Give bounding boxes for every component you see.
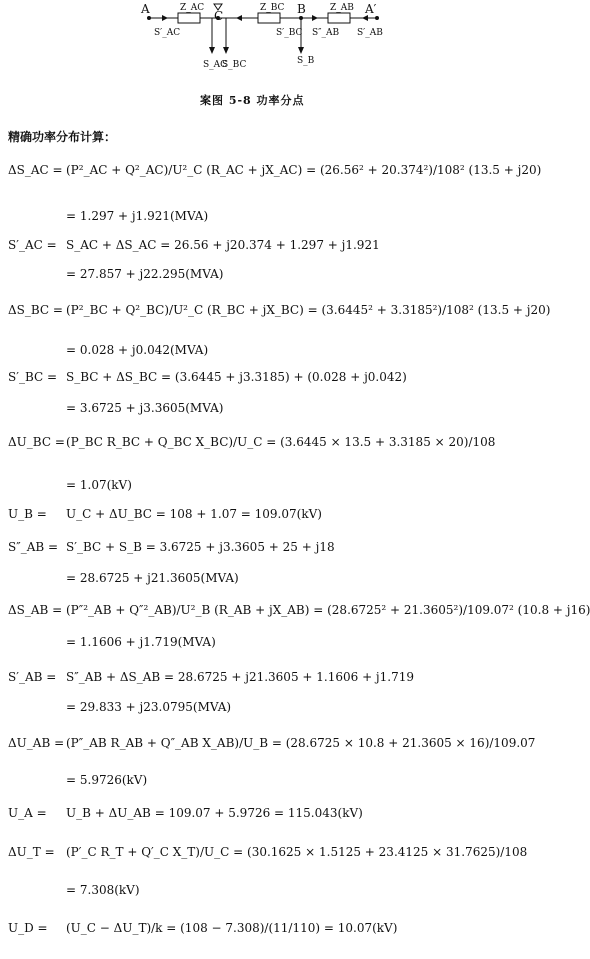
equation-lhs: ΔU_AB = — [8, 736, 65, 750]
section-heading: 精确功率分布计算： — [8, 130, 117, 144]
equation-result: = 27.857 + j22.295(MVA) — [66, 267, 224, 281]
equation-formula: (P″_AB R_AB + Q″_AB X_AB)/U_B = (28.6725 × 10.8 + 21.3605 × 16)/109.07 — [66, 736, 536, 750]
equation-lhs: S′_AB = — [8, 670, 57, 684]
z-bc-label: Z_BC — [260, 3, 285, 13]
equation-lhs: S′_AC = — [8, 238, 57, 252]
impedance-ac-box — [178, 13, 200, 23]
equation-result: = 1.07(kV) — [66, 478, 132, 492]
s-prime-ab-label: S′_AB — [357, 28, 383, 38]
figure-caption: 案图 5-8 功率分点 — [200, 94, 305, 107]
equation-formula: (P″²_AB + Q″²_AB)/U²_B (R_AB + jX_AB) = (28.6725² + 21.3605²)/109.07² (10.8 + j16) — [66, 603, 590, 617]
equation-lhs: ΔS_AC = — [8, 163, 63, 177]
s-dprime-ab-label: S″_AB — [312, 28, 340, 38]
node-c-label: C — [214, 9, 224, 23]
equation-formula: U_B + ΔU_AB = 109.07 + 5.9726 = 115.043(kV) — [66, 806, 363, 820]
node-b-label: B — [297, 2, 306, 16]
equation-formula: (U_C − ΔU_T)/k = (108 − 7.308)/(11/110) = 10.07(kV) — [66, 921, 398, 935]
z-ac-label: Z_AC — [180, 3, 205, 13]
s-bc-load-label: S_BC — [222, 60, 247, 70]
equation-result: = 3.6725 + j3.3605(MVA) — [66, 401, 224, 415]
equation-result: = 1.297 + j1.921(MVA) — [66, 209, 209, 223]
impedance-ab-box — [328, 13, 350, 23]
node-a-label: A — [141, 2, 150, 16]
equation-formula: (P′_C R_T + Q′_C X_T)/U_C = (30.1625 × 1.5125 + 23.4125 × 31.7625)/108 — [66, 845, 528, 859]
equation-lhs: ΔS_AB = — [8, 603, 63, 617]
equation-lhs: S″_AB = — [8, 540, 59, 554]
equation-result: = 7.308(kV) — [66, 883, 140, 897]
equation-result: = 0.028 + j0.042(MVA) — [66, 343, 209, 357]
equation-formula: S′_BC + S_B = 3.6725 + j3.3605 + 25 + j18 — [66, 540, 335, 554]
equation-formula: (P²_BC + Q²_BC)/U²_C (R_BC + jX_BC) = (3.6445² + 3.3185²)/108² (13.5 + j20) — [66, 303, 551, 317]
equation-result: = 1.1606 + j1.719(MVA) — [66, 635, 216, 649]
equation-result: = 29.833 + j23.0795(MVA) — [66, 700, 232, 714]
node-a-prime-label: A′ — [365, 2, 377, 16]
equation-lhs: ΔU_BC = — [8, 435, 65, 449]
equation-lhs: U_B = — [8, 507, 47, 521]
equation-formula: S_BC + ΔS_BC = (3.6445 + j3.3185) + (0.028 + j0.042) — [66, 370, 407, 384]
equation-formula: S″_AB + ΔS_AB = 28.6725 + j21.3605 + 1.1606 + j1.719 — [66, 670, 415, 684]
equation-lhs: S′_BC = — [8, 370, 58, 384]
equation-result: = 28.6725 + j21.3605(MVA) — [66, 571, 239, 585]
s-b-load-label: S_B — [297, 56, 315, 66]
equation-formula: (P²_AC + Q²_AC)/U²_C (R_AC + jX_AC) = (26.56² + 20.374²)/108² (13.5 + j20) — [66, 163, 542, 177]
impedance-bc-box — [258, 13, 280, 23]
s-prime-bc-label: S′_BC — [276, 28, 303, 38]
equation-result: = 5.9726(kV) — [66, 773, 148, 787]
equation-formula: (P_BC R_BC + Q_BC X_BC)/U_C = (3.6445 × 13.5 + 3.3185 × 20)/108 — [66, 435, 496, 449]
s-ac-load-label: S_AC — [203, 60, 228, 70]
equation-lhs: ΔU_T = — [8, 845, 55, 859]
equation-lhs: ΔS_BC = — [8, 303, 63, 317]
equation-formula: U_C + ΔU_BC = 108 + 1.07 = 109.07(kV) — [66, 507, 322, 521]
equation-lhs: U_A = — [8, 806, 47, 820]
equation-formula: S_AC + ΔS_AC = 26.56 + j20.374 + 1.297 + j1.921 — [66, 238, 380, 252]
s-prime-ac-label: S′_AC — [154, 28, 181, 38]
equation-lhs: U_D = — [8, 921, 48, 935]
z-ab-label: Z_AB — [330, 3, 354, 13]
